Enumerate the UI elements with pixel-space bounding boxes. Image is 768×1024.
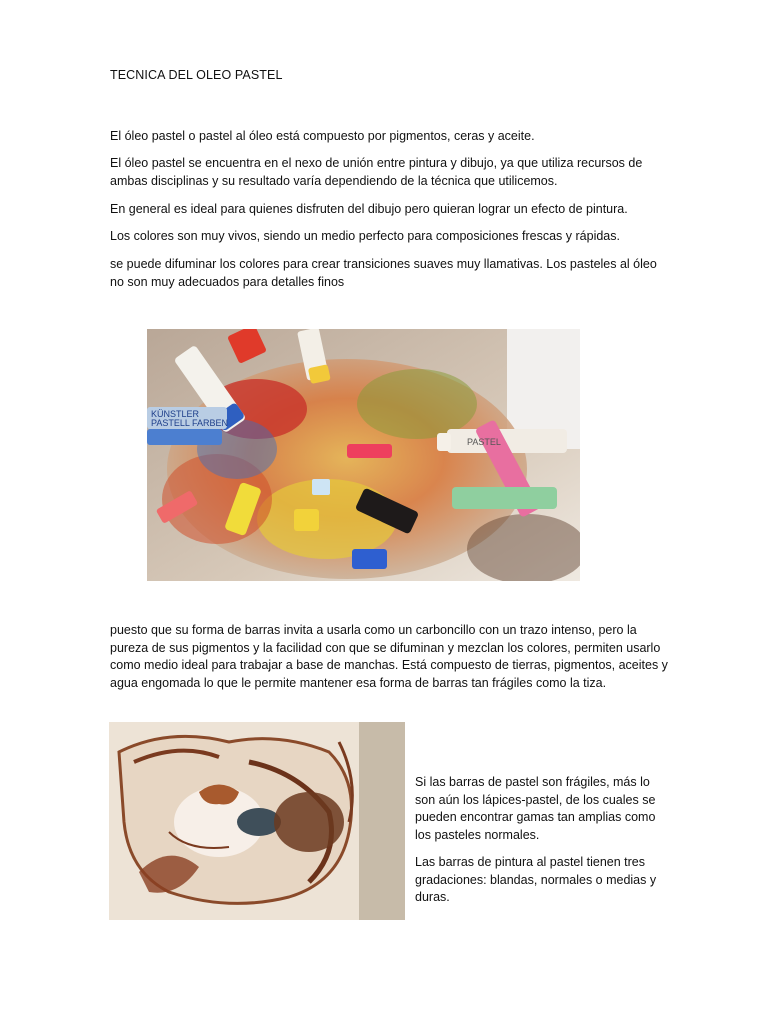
- paragraph-blending: se puede difuminar los colores para crear transiciones suaves muy llamativas. Los pasteles al óleo no son muy adecuados para detalles finos: [110, 257, 657, 289]
- paragraph-nexus: El óleo pastel se encuentra en el nexo de unión entre pintura y dibujo, ya que utiliza recursos de ambas disciplinas y su resultado varía dependiendo de la técnica que utilicemos.: [110, 156, 643, 188]
- stick-label-farben: PASTELL FARBEN: [151, 418, 229, 428]
- document-title: TECNICA DEL OLEO PASTEL: [110, 68, 283, 82]
- stick-label-kunstler: KÜNSTLER: [151, 409, 200, 419]
- paragraph-pencils: Si las barras de pastel son frágiles, más lo son aún los lápices-pastel, de los cuales se pueden encontrar gamas tan amplias como los pasteles normales.: [415, 775, 656, 842]
- dog-drawing-illustration: [109, 722, 405, 920]
- oil-pastels-photo: [147, 329, 580, 581]
- paragraph-ideal: En general es ideal para quienes disfruten del dibujo pero quieran lograr un efecto de pintura.: [110, 202, 628, 216]
- paragraph-gradations: Las barras de pintura al pastel tienen tres gradaciones: blandas, normales o medias y duras.: [415, 855, 657, 904]
- oil-pastels-illustration: [147, 329, 580, 581]
- dog-drawing-photo: [109, 722, 405, 920]
- paragraph-bars: puesto que su forma de barras invita a usarla como un carboncillo con un trazo intenso, pero la pureza de sus pigmentos y la facilidad con que se difuminan y mezclan los colores, permiten usarlo como medio ideal para trabajar a base de manchas. Está compuesto de tierras, pigmentos, aceites y agua engomada lo que le permite mantener esa forma de barras tan frágiles como la tiza.: [110, 623, 668, 690]
- paragraph-composition: El óleo pastel o pastel al óleo está compuesto por pigmentos, ceras y aceite.: [110, 129, 535, 143]
- paragraph-colors: Los colores son muy vivos, siendo un medio perfecto para composiciones frescas y rápidas.: [110, 229, 620, 243]
- stick-label-pastel: PASTEL: [467, 437, 501, 447]
